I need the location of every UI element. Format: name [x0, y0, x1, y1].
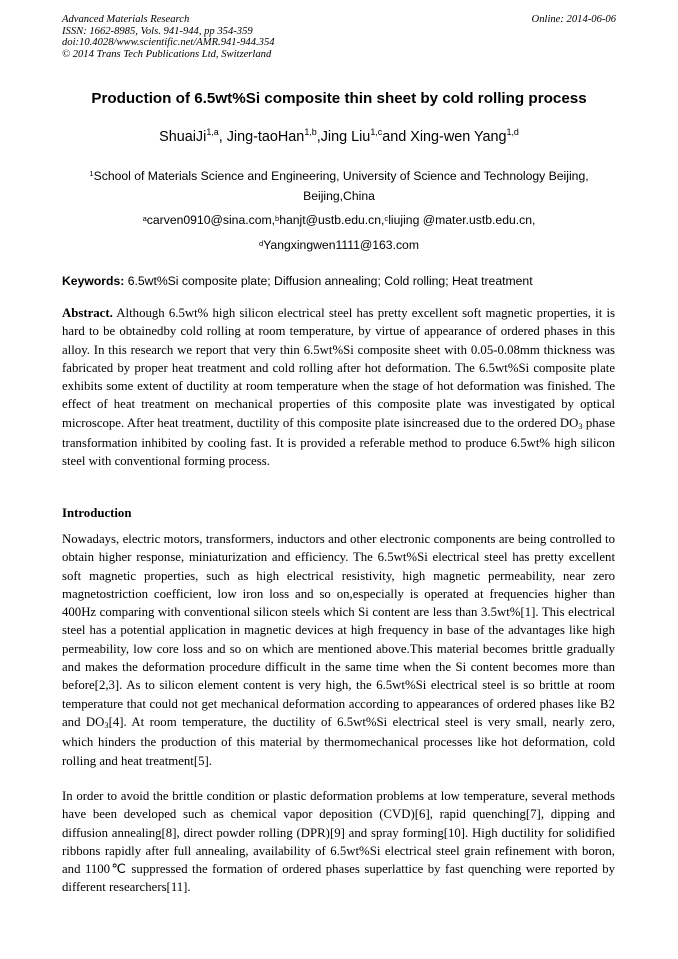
abstract-text: Although 6.5wt% high silicon electrical steel has pretty excellent soft magnetic properties, it is hard to be obtainedby cold rolling at room temperature, by virtue of appearance of ordered phases in this alloy. In this research we report that very thin 6.5wt%Si composite sheet with 0.05-0.08mm thickness was fabricated by proper heat treatment and cold rolling after hot deformation. The 6.5wt%Si composite plate exhibits some extent of ductility at room temperature when the stage of hot deformation was finished. The effect of heat treatment on mechanical properties of this composite plate was investigated by optical microscope. After heat treatment, ductility of this composite plate isincreased due to the ordered DO: [62, 306, 615, 430]
author-affil-mark: 1,d: [506, 126, 519, 137]
intro-paragraph-1: [62, 530, 615, 770]
affiliation: [70, 166, 608, 206]
email-link[interactable]: carven0910@sina.com,: [146, 213, 276, 227]
keywords-text: 6.5wt%Si composite plate; Diffusion annealing; Cold rolling; Heat treatment: [124, 274, 533, 288]
author-list: [40, 126, 638, 145]
email-mark: b: [275, 214, 280, 224]
abstract-label: Abstract.: [62, 306, 113, 320]
author-separator: and: [382, 129, 411, 145]
email-block: [40, 208, 638, 258]
email-link[interactable]: liujing @mater.ustb.edu.cn,: [388, 213, 536, 227]
journal-name: Advanced Materials Research: [62, 14, 190, 25]
email-mark: d: [259, 239, 264, 249]
author-name: Xing-wen Yang: [410, 129, 507, 145]
affil-mark: 1: [89, 169, 94, 179]
affil-line-2: Beijing,China: [303, 189, 375, 203]
doi-line: doi:10.4028/www.scientific.net/AMR.941-944.354: [62, 37, 275, 49]
online-date: Online: 2014-06-06: [531, 14, 616, 25]
author-separator: ,: [218, 129, 227, 145]
author-affil-mark: 1,a: [206, 126, 219, 137]
author-affil-mark: 1,c: [370, 126, 383, 137]
email-mark: c: [384, 214, 389, 224]
author-separator: ,: [316, 129, 321, 145]
section-heading: Introduction: [62, 506, 132, 520]
subscript: 3: [104, 721, 109, 731]
keywords: [62, 274, 616, 288]
abstract: [62, 304, 615, 471]
author-name: Jing Liu: [320, 129, 371, 145]
affil-line-1: School of Materials Science and Engineering, University of Science and Technology Beijing,: [93, 169, 589, 183]
subscript: 3: [578, 421, 583, 431]
email-link[interactable]: Yangxingwen1111@163.com: [263, 238, 419, 252]
issn-line: ISSN: 1662-8985, Vols. 941-944, pp 354-359: [62, 25, 253, 37]
author-name: Jing-taoHan: [226, 129, 305, 145]
journal-header: [62, 14, 616, 60]
email-link[interactable]: hanjt@ustb.edu.cn,: [279, 213, 385, 227]
intro-paragraph-2: [62, 787, 615, 897]
paragraph-text: Nowadays, electric motors, transformers, inductors and other electronic components are being controlled to obtain higher response, miniaturization and efficiency. The 6.5wt%Si electrical steel has pretty excellent soft magnetic properties, such as high electrical resistivity, high magnetic permeability, near zero magnetostriction coefficient, low iron loss and so on,especially is operated at frequencies higher than 400Hz comparing with conventional silicon steels which Si content are less than 3.5wt%[1]. This electrical steel has a potential application in magnetic devices at high frequency in base of the advantages like high permeability, low core loss and so on which are mentioned above.This material becomes brittle gradually and makes the deformation procedure difficult in the same time when the Si content becomes more than before[2,3]. As to silicon element content is very high, the 6.5wt%Si electrical steel is so brittle at room temperature that could not get mechanical deformation according to appearances of ordered phases like B2 and DO: [62, 532, 615, 729]
copyright-line: © 2014 Trans Tech Publications Ltd, Switzerland: [62, 48, 272, 60]
abstract-text: phase transformation inhibited by cooling fast. It is provided a referable method to produce 6.5wt% high silicon steel with conventional forming process.: [62, 415, 615, 469]
author-name: ShuaiJi: [159, 129, 207, 145]
email-mark: a: [142, 214, 147, 224]
paragraph-text: [4]. At room temperature, the ductility of 6.5wt%Si electrical steel is very small, nearly zero, which hinders the production of this material by thermomechanical processes like hot deformation, cold rolling and heat treatment[5].: [62, 714, 615, 768]
author-affil-mark: 1,b: [304, 126, 317, 137]
paper-title: Production of 6.5wt%Si composite thin sheet by cold rolling process: [91, 90, 587, 107]
paragraph-text: In order to avoid the brittle condition or plastic deformation problems at low temperature, several methods have been developed such as chemical vapor deposition (CVD)[6], rapid quenching[7], dipping and diffusion annealing[8], direct powder rolling (DPR)[9] and spray forming[10]. High ductility for solidified ribbons rapidly after full annealing, availability of 6.5wt%Si electrical steel grain refinement with boron, and 1100℃ suppressed the formation of ordered phases superlattice by fast quenching were reported by different researchers[11].: [62, 789, 615, 895]
keywords-label: Keywords:: [62, 274, 125, 288]
